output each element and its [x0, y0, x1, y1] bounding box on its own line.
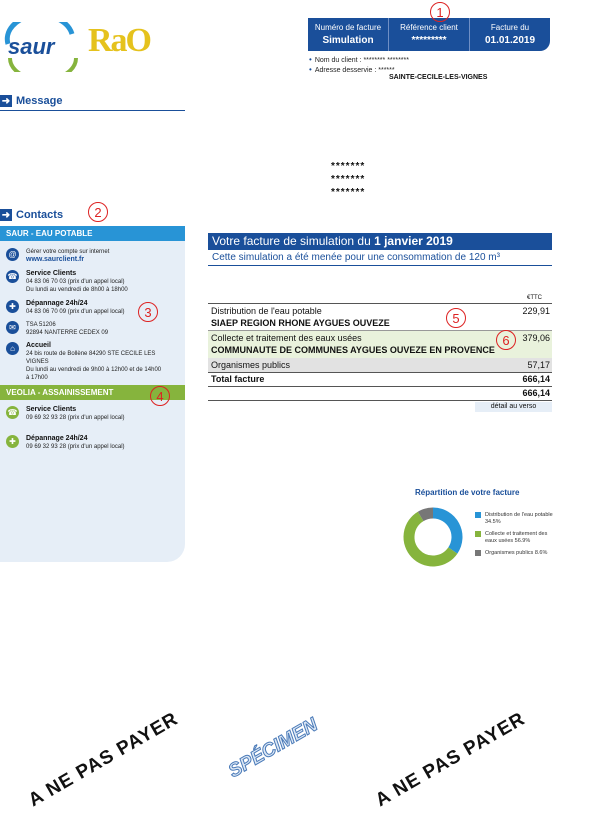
contact-title: Accueil — [26, 342, 51, 349]
annotation-3: 3 — [138, 302, 158, 322]
contact-text: 09 69 32 93 28 (prix d'un appel local) — [26, 415, 125, 421]
invoice-date-value: 01.01.2019 — [484, 35, 536, 46]
contact-depannage — [6, 300, 125, 316]
annotation-6: 6 — [496, 330, 516, 350]
bullet-icon: • — [309, 55, 312, 64]
watermark-specimen: SPÉCIMEN — [225, 714, 322, 783]
total-value-repeat: 666,14 — [522, 388, 550, 398]
wrench-icon: ✚ — [6, 300, 19, 313]
contact-text: 92894 NANTERRE CEDEX 09 — [26, 330, 109, 336]
veolia-depannage — [6, 435, 125, 451]
annotation-1: 1 — [430, 2, 450, 22]
invoice-number-label: Numéro de facture — [314, 23, 382, 32]
row-divider — [208, 386, 552, 387]
legend-item — [475, 512, 553, 526]
row-divider — [208, 400, 552, 401]
contact-text: 04 83 06 70 09 (prix d'un appel local) — [26, 309, 125, 315]
legend-swatch-distribution — [475, 512, 481, 518]
rao-logo: RaO — [88, 22, 150, 59]
legend-label: 34.5% — [485, 519, 501, 525]
recipient-line: ******* — [331, 174, 366, 185]
row-collecte-operator: COMMUNAUTE DE COMMUNES AYGUES OUVEZE EN PROVENCE — [211, 345, 495, 355]
total-label: Total facture — [211, 374, 265, 384]
client-name-label: Nom du client : — [314, 57, 362, 64]
contact-title: Service Clients — [26, 406, 77, 413]
watermark-right: A NE PAS PAYER — [372, 708, 530, 812]
contact-text: 24 bis route de Bollène 84290 STE CECILE LES — [26, 351, 156, 357]
contact-text: 09 69 32 93 28 (prix d'un appel local) — [26, 444, 125, 450]
message-divider — [0, 110, 185, 111]
veolia-service-clients — [6, 406, 125, 422]
client-ref-label: Référence client — [400, 23, 458, 32]
phone-icon: ☎ — [7, 408, 18, 417]
currency-label: €TTC — [527, 295, 542, 301]
saur-logo — [2, 22, 82, 72]
recipient-block — [331, 160, 365, 199]
contact-web — [6, 248, 109, 264]
arrow-right-icon: ➜ — [1, 209, 11, 221]
message-header — [0, 95, 62, 107]
client-name-value: ******** ******** — [363, 57, 409, 64]
watermark-left: A NE PAS PAYER — [25, 708, 183, 812]
address-city: SAINTE-CECILE-LES-VIGNES — [389, 74, 488, 81]
invoice-title-prefix: Votre facture de simulation du — [212, 234, 375, 248]
row-organismes-label: Organismes publics — [211, 360, 291, 370]
pie-slice-organismes — [421, 513, 433, 516]
invoice-date-col — [470, 18, 550, 51]
row-distribution-value: 229,91 — [522, 306, 550, 316]
contacts-header — [0, 209, 63, 221]
invoice-number-col — [308, 18, 389, 51]
legend-item — [475, 531, 553, 545]
annotation-2: 2 — [88, 202, 108, 222]
row-collecte-value: 379,06 — [522, 333, 550, 343]
invoice-date-label: Facture du — [490, 23, 530, 32]
annotation-4: 4 — [150, 386, 170, 406]
recipient-line: ******* — [331, 187, 366, 198]
arrow-right-icon: ➜ — [1, 95, 11, 107]
row-organismes-value: 57,17 — [527, 360, 550, 370]
contact-mail — [6, 321, 108, 337]
invoice-number-value: Simulation — [322, 35, 374, 46]
message-title: Message — [16, 95, 63, 107]
saurclient-link[interactable]: www.saurclient.fr — [26, 256, 85, 263]
contact-text: 04 83 06 70 03 (prix d'un appel local) — [26, 279, 125, 285]
contact-title: Service Clients — [26, 270, 77, 277]
contact-accueil — [6, 342, 161, 382]
legend-label: Organismes publics 8.6% — [485, 550, 548, 556]
legend-label: eaux usées 56.9% — [485, 538, 531, 544]
pie-chart — [398, 502, 468, 572]
contacts-title: Contacts — [16, 209, 64, 221]
legend-item — [475, 550, 553, 557]
saur-section-header: SAUR - EAU POTABLE — [0, 226, 185, 241]
pie-slice-distribution — [433, 513, 457, 550]
bullet-icon: • — [309, 65, 312, 74]
contact-text: Du lundi au vendredi de 8h00 à 18h00 — [26, 287, 128, 293]
row-collecte-label: Collecte et traitement des eaux usées — [211, 333, 362, 343]
client-name — [309, 55, 409, 64]
contact-text: à 17h00 — [26, 375, 48, 381]
client-ref-value: ********* — [411, 35, 447, 46]
at-icon: @ — [6, 248, 19, 261]
address-label: Adresse desservie : — [314, 67, 377, 74]
total-value: 666,14 — [522, 374, 550, 384]
contact-service-clients — [6, 270, 128, 294]
client-ref-col — [389, 18, 470, 51]
contact-title: Dépannage 24h/24 — [26, 300, 88, 307]
wrench-icon: ✚ — [6, 435, 19, 448]
recipient-line: ******* — [331, 161, 366, 172]
detail-verso: détail au verso — [475, 402, 552, 412]
invoice-title — [208, 233, 552, 250]
row-divider — [208, 303, 552, 304]
veolia-section-header: VEOLIA - ASSAINISSEMENT — [0, 385, 185, 400]
annotation-5: 5 — [446, 308, 466, 328]
legend-label: Distribution de l'eau potable — [485, 512, 553, 518]
address-value: ****** — [378, 67, 395, 74]
saur-logo-text: saur — [8, 34, 55, 59]
contact-title: Dépannage 24h/24 — [26, 435, 88, 442]
row-distribution-label: Distribution de l'eau potable — [211, 306, 322, 316]
invoice-header — [308, 18, 550, 51]
service-address — [309, 65, 395, 74]
legend-swatch-collecte — [475, 531, 481, 537]
legend-label: Collecte et traitement des — [485, 531, 548, 537]
chart-title: Répartition de votre facture — [415, 488, 520, 497]
contact-text: TSA 51206 — [26, 322, 56, 328]
invoice-subtitle: Cette simulation a été menée pour une consommation de 120 m³ — [208, 250, 552, 266]
envelope-icon: ✉ — [6, 321, 19, 334]
legend-swatch-organismes — [475, 550, 481, 556]
row-divider — [208, 372, 552, 373]
contact-text: VIGNES — [26, 359, 49, 365]
home-icon: ⌂ — [6, 342, 19, 355]
row-distribution-operator: SIAEP REGION RHONE AYGUES OUVEZE — [211, 318, 390, 328]
invoice-title-date: 1 janvier 2019 — [374, 234, 453, 248]
chart-legend — [475, 512, 553, 557]
contact-text: Du lundi au vendredi de 9h00 à 12h00 et de 14h00 — [26, 367, 162, 373]
contact-text: Gérer votre compte sur internet — [26, 249, 110, 255]
phone-icon: ☎ — [7, 272, 18, 281]
